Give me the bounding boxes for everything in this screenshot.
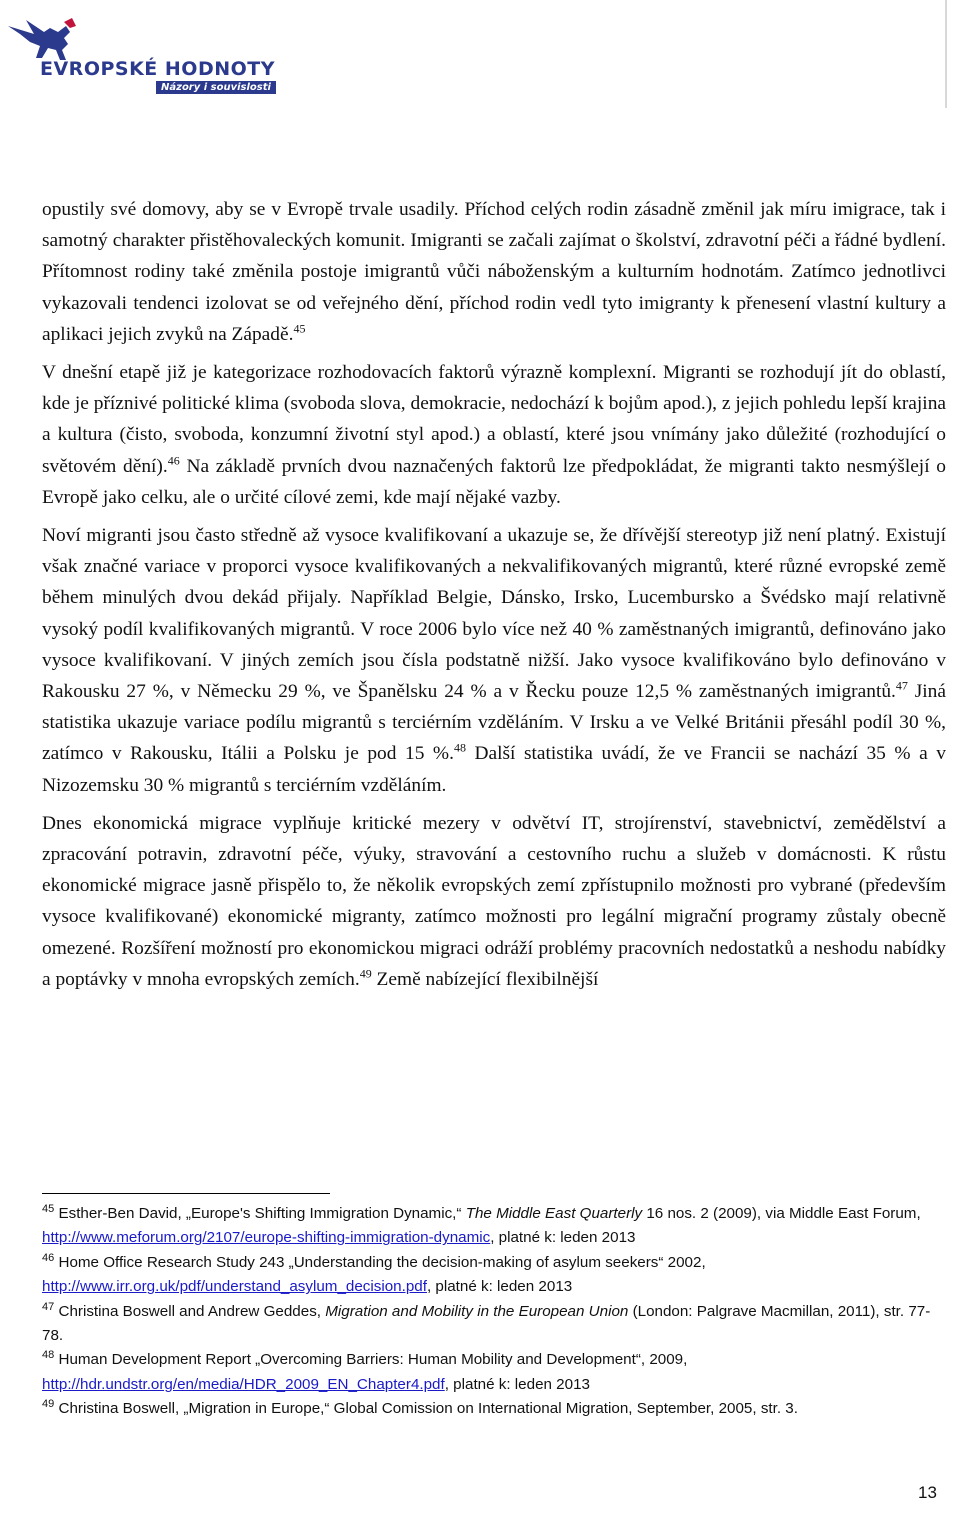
- text-run: V dnešní etapě již je kategorizace rozhodovacích faktorů výrazně komplexní. Migranti se rozhodují jít do oblastí, kde je příznivé politické klima (svoboda slova, demokracie, nedochází k bojům apod.), z jejich pohledu lepší krajina a kultura (čisto, svoboda, konzumní životní styl apod.) a oblastí, které jsou vnímány jako důležité (rozhodující o světovém dění).: [42, 362, 946, 477]
- footnote-link[interactable]: http://hdr.undstr.org/en/media/HDR_2009_EN_Chapter4.pdf: [42, 1375, 445, 1393]
- footnote-number: 46: [42, 1251, 55, 1264]
- footnote-ref[interactable]: 46: [167, 453, 180, 468]
- footnote-text: Esther-Ben David, „Europe's Shifting Immigration Dynamic,“: [54, 1205, 466, 1222]
- footnote-text: Human Development Report „Overcoming Barriers: Human Mobility and Development“, 2009,: [54, 1351, 688, 1369]
- footnote-text: Christina Boswell and Andrew Geddes,: [54, 1302, 326, 1320]
- footnote-title: Migration and Mobility in the European Union: [325, 1302, 629, 1320]
- pegasus-icon: [6, 12, 88, 64]
- footnote-48: [42, 1348, 946, 1397]
- paragraph: [42, 357, 946, 513]
- footnote-text: , platné k: leden 2013: [426, 1278, 573, 1296]
- footnote-ref[interactable]: 47: [895, 678, 908, 693]
- footnote-number: 49: [42, 1398, 55, 1411]
- text-run: Dnes ekonomická migrace vyplňuje kritické mezery v odvětví IT, strojírenství, stavebnictví, zemědělství a zpracování potravin, zdravotní péče, výuky, stravování a cestovního ruchu a služeb v domácnosti. K růstu ekonomické migrace jasně přispělo to, že několik evropských zemí zpřístupnilo možnosti pro vybrané (především vysoce kvalifikované) ekonomické migranty, zatímco možnosti pro legální migrační programy zůstaly obecně omezené. Rozšíření možností pro ekonomickou migraci odráží problémy pracovních nedostatků a neshodu nabídky a poptávky v mnoha evropských zemích.: [42, 812, 946, 990]
- footnote-link[interactable]: http://www.meforum.org/2107/europe-shifting-immigration-dynamic: [42, 1229, 491, 1247]
- text-run: Noví migranti jsou často středně až vysoce kvalifikovaní a ukazuje se, že dřívější stereotyp již není platný. Existují však značné variace v proporci vysoce kvalifikovaných a nekvalifikovaných migrantů, které různé evropské země během minulých dvou dekád přijaly. Například Belgie, Dánsko, Irsko, Lucembursko a Švédsko mají relativně vysoký podíl kvalifikovaných migrantů. V roce 2006 bylo více než 40 % zaměstnaných imigrantů, definováno jako vysoce kvalifikovaní. V jiných zemích jsou čísla podstatně nižší. Jako vysoce kvalifikováno bylo definováno v Rakousku 27 %, v Německu 29 %, ve Španělsku 24 % a v Řecku pouze 12,5 % zaměstnaných imigrantů.: [42, 525, 946, 703]
- body-text: [42, 194, 946, 1002]
- paragraph: [42, 808, 946, 995]
- logo-subtitle: Názory i souvislosti: [156, 81, 276, 94]
- logo: [0, 0, 275, 100]
- text-run: Další statistika uvádí, že ve Francii se nachází 35 % a v Nizozemsku 30 % migrantů s terciérním vzděláním.: [42, 743, 946, 796]
- footnote-number: 45: [42, 1202, 55, 1215]
- footnote-number: 48: [42, 1349, 55, 1362]
- footnote-text: Christina Boswell, „Migration in Europe,“ Global Comission on International Migration, September, 2005, str. 3.: [54, 1400, 798, 1418]
- paragraph: [42, 520, 946, 801]
- text-run: Na základě prvních dvou naznačených faktorů lze předpokládat, že migranti takto nesmýšlejí o Evropě jako celku, ale o určité cílové zemi, kde mají nějaké vazby.: [42, 455, 946, 508]
- logo-title: EVROPSKÉ HODNOTY: [40, 58, 275, 80]
- footnote-text: , platné k: leden 2013: [444, 1375, 590, 1393]
- footnote-46: [42, 1251, 946, 1300]
- footnote-separator: [42, 1193, 330, 1194]
- page-number: 13: [918, 1483, 937, 1502]
- footnote-ref[interactable]: 49: [359, 966, 372, 981]
- footnote-47: [42, 1300, 946, 1349]
- footnote-text: 16 nos. 2 (2009), via Middle East Forum,: [642, 1205, 921, 1222]
- footnote-ref[interactable]: 45: [293, 321, 306, 336]
- footnote-link[interactable]: http://www.irr.org.uk/pdf/understand_asylum_decision.pdf: [42, 1278, 427, 1296]
- footnote-49: [42, 1397, 946, 1421]
- text-run: Jiná statistika ukazuje variace podílu migrantů s terciérním vzděláním. V Irsku a ve Velké Británii přesáhl podíl 30 %, zatímco v Rakousku, Itálii a Polsku je pod 15 %.: [42, 681, 946, 765]
- footnote-45: [42, 1202, 946, 1251]
- footnote-text: Home Office Research Study 243 „Understanding the decision-making of asylum seekers“ 2002,: [54, 1253, 706, 1271]
- text-run: Země nabízející flexibilnější: [371, 968, 599, 990]
- text-run: opustily své domovy, aby se v Evropě trvale usadily. Příchod celých rodin zásadně změnil jak míru imigrace, tak i samotný charakter přistěhovaleckých komunit. Imigranti se začali zajímat o školství, zdravotní péči a řádné bydlení. Přítomnost rodiny také změnila postoje imigrantů vůči náboženským a kulturním hodnotám. Zatímco jednotlivci vykazovali tendenci izolovat se od veřejného dění, příchod rodin vedl tyto imigranty k přenesení vlastní kultury a aplikaci jejich zvyků na Západě.: [42, 199, 946, 345]
- paragraph: [42, 194, 946, 350]
- footnotes: [42, 1202, 946, 1422]
- footnote-text: (London: Palgrave Macmillan, 2011), str. 77-78.: [42, 1302, 931, 1345]
- footnote-number: 47: [42, 1300, 55, 1313]
- footnote-title: The Middle East Quarterly: [465, 1205, 643, 1222]
- footnote-ref[interactable]: 48: [453, 740, 466, 755]
- footnote-text: , platné k: leden 2013: [490, 1229, 636, 1247]
- header-divider: [945, 0, 947, 108]
